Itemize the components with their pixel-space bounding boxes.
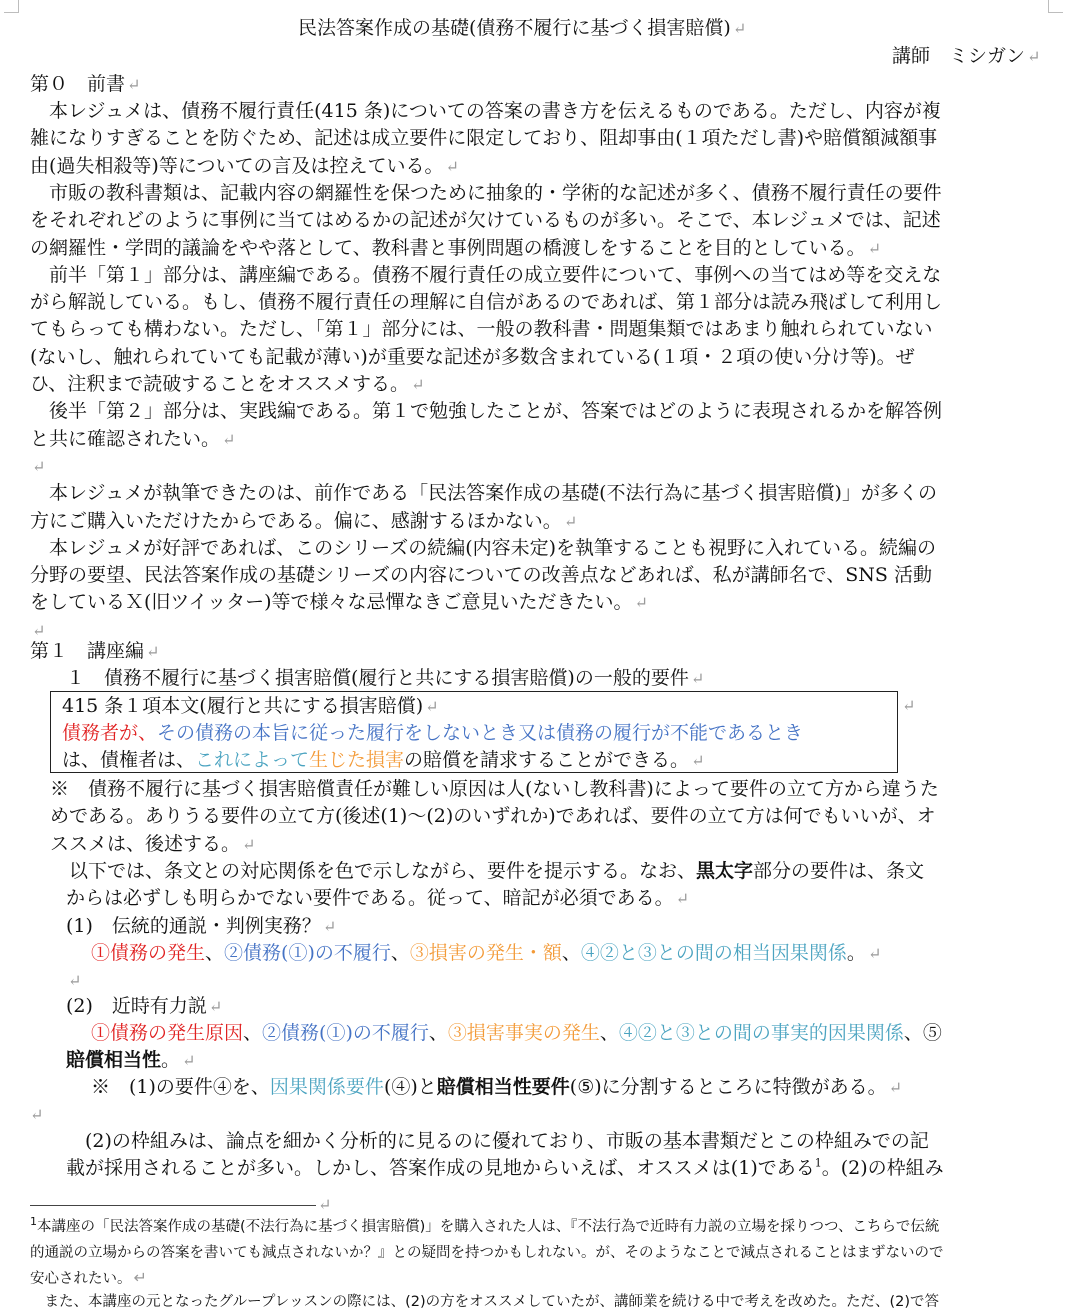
preface-line: 由(過失相殺等)等についての言及は控えている。 ↵ bbox=[30, 154, 459, 177]
preface-line: 分野の要望、民法答案作成の基礎シリーズの内容についての改善点などあれば、私が講師名で、SNS 活動 bbox=[30, 564, 932, 587]
preface-line: 後半「第２」部分は、実践編である。第１で勉強したことが、答案ではどのように表現されるかを解答例 bbox=[30, 400, 943, 423]
preface-line: ↵ bbox=[32, 456, 46, 476]
page-corner-mark-right bbox=[1048, 0, 1063, 13]
theory2-heading: (2) 近時有力説 ↵ bbox=[66, 995, 223, 1017]
preface-line: 本レジュメが好評であれば、このシリーズの続編(内容未定)を執筆することも視野に入れている。続編の bbox=[30, 536, 937, 559]
footnote-reference: 1 bbox=[814, 1156, 822, 1170]
bold-label: 黒太字 bbox=[696, 860, 754, 882]
note-line: めである。ありうる要件の立て方(後述(1)～(2)のいずれか)であれば、要件の立て方は何でもいいが、オ bbox=[50, 805, 936, 828]
theory2-requirements: ①債務の発生原因、②債務(①)の不履行、③損害事実の発生、④②と③との間の事実的因果関係、⑤ bbox=[91, 1022, 942, 1044]
closing-line-2: 載が採用されることが多い。しかし、答案作成の見地からいえば、オススメは(1)である$^1$。(2)の枠組み bbox=[66, 1156, 944, 1179]
preface-line: と共に確認されたい。 ↵ bbox=[30, 427, 236, 450]
page-corner-mark-left bbox=[4, 0, 19, 13]
preface-line: 本レジュメは、債務不履行責任(415 条)についての答案の書き方を伝えるものである。ただし、内容が複 bbox=[30, 100, 941, 122]
author-line: 講師 ミシガン ↵ bbox=[892, 45, 1041, 67]
empty-paragraph: ↵ bbox=[68, 971, 82, 990]
preface-line: (ないし、触れられていても記載が薄い)が重要な記述が多数含まれている(１項・２項の使い分け等)。ぜ bbox=[30, 345, 915, 368]
statute-line-2 bbox=[62, 719, 803, 747]
preface-line: がら解説している。もし、債務不履行責任の理解に自信があるのであれば、第１部分は読み飛ばして利用し bbox=[30, 291, 943, 314]
subheading-general-requirements: １ 債務不履行に基づく損害賠償(履行と共にする損害賠償)の一般的要件 ↵ bbox=[66, 667, 705, 689]
preface-line: ↵ bbox=[32, 620, 46, 640]
theory2-requirements-cont: 賠償相当性。 ↵ bbox=[66, 1049, 196, 1071]
theory1-requirements: ①債務の発生、②債務(①)の不履行、③損害の発生・額、④②と③との間の相当因果関係。 ↵ bbox=[91, 942, 882, 964]
intro-line-1: 以下では、条文との対応関係を色で示しながら、要件を提示する。なお、黒太字部分の要件は、条文 bbox=[50, 860, 925, 882]
intro-line-2: からは必ずしも明らかでない要件である。従って、暗記が必須である。 ↵ bbox=[66, 887, 690, 909]
section-heading-lecture: 第１ 講座編 ↵ bbox=[30, 640, 160, 662]
paragraph-mark: ↵ bbox=[902, 696, 916, 715]
theory1-heading: (1) 伝統的通説・判例実務？ ↵ bbox=[66, 915, 337, 937]
preface-line: をしているＸ(旧ツイッター)等で様々な忌憚なきご意見いただきたい。 ↵ bbox=[30, 591, 648, 614]
closing-line-1: (2)の枠組みは、論点を細かく分析的に見るのに優れており、市販の基本書類だとこの枠組みでの記 bbox=[66, 1130, 929, 1152]
statute-nonperformance: その債務の本旨に従った履行をしないとき又は債務の履行が不能であるとき bbox=[157, 722, 804, 744]
preface-line: ひ、注釈まで読破することをオススメする。 ↵ bbox=[30, 373, 425, 395]
statute-title: 415 条１項本文(履行と共にする損害賠償) ↵ bbox=[62, 695, 439, 717]
section-heading-preface: 第０ 前書 ↵ bbox=[30, 73, 141, 95]
statute-line-3: は、債権者は、これによって生じた損害の賠償を請求することができる。 ↵ bbox=[62, 749, 705, 771]
statute-causation: これによって bbox=[195, 749, 310, 771]
empty-paragraph: ↵ bbox=[30, 1105, 44, 1124]
preface-line: 本レジュメが執筆できたのは、前作である「民法答案作成の基礎(不法行為に基づく損害賠償)」が多くの bbox=[30, 482, 937, 505]
preface-line: 市販の教科書類は、記載内容の網羅性を保つために抽象的・学術的な記述が多く、債務不履行責任の要件 bbox=[30, 181, 942, 204]
preface-line: をそれぞれどのように事例に当てはめるかの記述が欠けているものが多い。そこで、本レジュメでは、記述 bbox=[30, 209, 941, 232]
document-title: 民法答案作成の基礎(債務不履行に基づく損害賠償) ↵ bbox=[298, 17, 747, 39]
footnote-separator bbox=[30, 1205, 316, 1206]
footnote-line-4: また、本講座の元となったグループレッスンの際には、(2)の方をオススメしていたが、講師業を続ける中で考えを改めた。ただ、(2)で答 bbox=[30, 1294, 940, 1310]
statute-damage: 生じた損害 bbox=[309, 749, 405, 771]
preface-line: 方にご購入いただけたからである。偏に、感謝するほかない。 ↵ bbox=[30, 509, 578, 532]
preface-line: の網羅性・学問的議論をやや落として、教科書と事例問題の橋渡しをすることを目的としている。 ↵ bbox=[30, 236, 882, 259]
note-line: ※ 債務不履行に基づく損害賠償責任が難しい原因は人(ないし教科書)によって要件の立て方から違うた bbox=[50, 778, 939, 800]
footnote-line-3: 安心されたい。 ↵ bbox=[30, 1268, 147, 1287]
preface-line: 前半「第１」部分は、講座編である。債務不履行責任の成立要件について、事例への当てはめ等を交えな bbox=[30, 263, 942, 286]
footnote-line-1: $^1$本講座の「民法答案作成の基礎(不法行為に基づく損害賠償)」を購入された人は、『不法行為で近時有力説の立場を採りつつ、こちらで伝統 bbox=[30, 1215, 940, 1235]
footnote-marker: 1 bbox=[30, 1215, 37, 1229]
preface-line: 雑になりすぎることを防ぐため、記述は成立要件に限定しており、阻却事由(１項ただし書)や賠償額減額事 bbox=[30, 127, 938, 150]
paragraph-mark: ↵ bbox=[318, 1195, 332, 1214]
note-line: ススメは、後述する。 ↵ bbox=[50, 832, 256, 855]
statute-debtor: 債務者が、 bbox=[62, 722, 158, 744]
preface-line: てもらっても構わない。ただし、「第１」部分には、一般の教科書・問題集類ではあまり触れられていない bbox=[30, 318, 933, 341]
footnote-line-2: 的通説の立場からの答案を書いても減点されないか？』との疑問を持つかもしれない。が、そのようなことで減点されることはまずないので bbox=[30, 1245, 944, 1261]
theory2-note: ※ (1)の要件④を、因果関係要件(④)と賠償相当性要件(⑤)に分割するところに特徴がある。 ↵ bbox=[91, 1076, 903, 1098]
